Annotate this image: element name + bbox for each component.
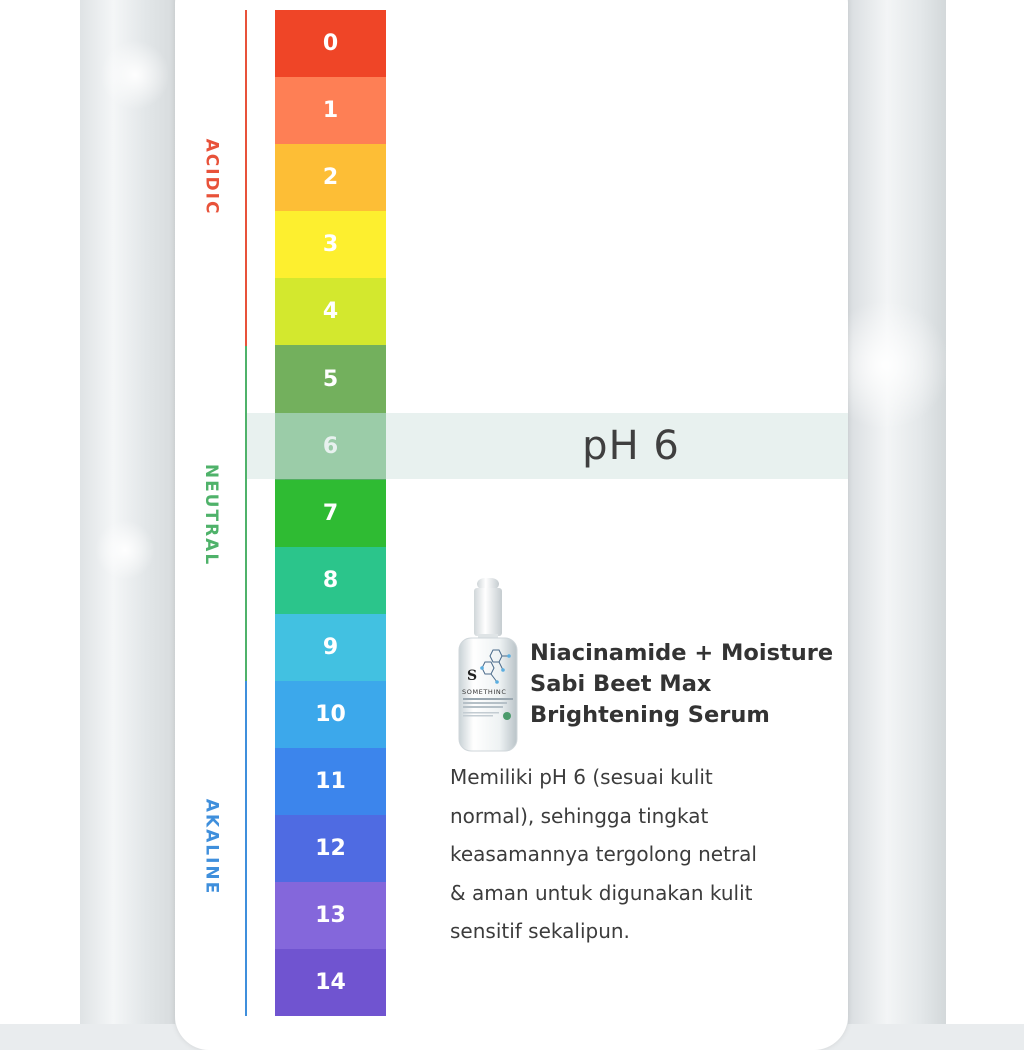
background-left-edge: [0, 0, 80, 1024]
product-title-line: Brightening Serum: [530, 702, 770, 728]
ph-level-13: 13: [275, 882, 386, 949]
ph-highlight-band: [247, 413, 848, 479]
description-line: Memiliki pH 6 (sesuai kulit: [450, 765, 713, 789]
ph-value-label: pH 6: [582, 423, 680, 469]
background-right-edge: [946, 0, 1024, 1024]
ph-level-0: 0: [275, 10, 386, 77]
product-title-line: Niacinamide + Moisture: [530, 640, 834, 666]
product-title-line: Sabi Beet Max: [530, 671, 712, 697]
ph-level-1: 1: [275, 77, 386, 144]
description-line: normal), sehingga tingkat: [450, 803, 709, 828]
ph-level-8: 8: [275, 547, 386, 614]
ph-level-5: 5: [275, 345, 386, 412]
ph-level-10: 10: [275, 681, 386, 748]
ph-level-12: 12: [275, 815, 386, 882]
ph-scale: [275, 10, 386, 1016]
description-line: keasamannya tergolong netral: [450, 842, 757, 866]
serum-bottle-image: [457, 578, 519, 753]
ph-level-3: 3: [275, 211, 386, 278]
product-description: [450, 758, 840, 951]
acidic-range-line: [245, 10, 247, 346]
ph-info-card: ACIDIC NEUTRAL AKALINE 0 1 2 3 4 5 7 8 9 10 11 12 13 14 pH 6 S SOMETHINC Niacinamide + Moisture Sabi Beet Max Brightening Serum Memiliki pH 6 (sesuai kulit normal), sehingga tingkat keasamannya tergolong netral & aman untuk digunakan kulit sensitif sekalipun.: [175, 0, 848, 1050]
product-title: [530, 638, 840, 731]
ph-level-9: 9: [275, 614, 386, 681]
alkaline-range-line: [245, 681, 247, 1016]
bokeh-light: [95, 520, 155, 580]
ph-level-2: 2: [275, 144, 386, 211]
bottle-brand-text: SOMETHINC: [462, 688, 507, 696]
description-line: & aman untuk digunakan kulit: [450, 880, 753, 905]
description-line: sensitif sekalipun.: [450, 919, 630, 943]
svg-text:S: S: [467, 668, 478, 684]
ph-level-4: 4: [275, 278, 386, 345]
ph-level-14: 14: [275, 949, 386, 1016]
background-left-strip: [80, 0, 175, 1024]
ph-level-11: 11: [275, 748, 386, 815]
bokeh-light: [100, 40, 170, 110]
ph-level-7: 7: [275, 480, 386, 547]
neutral-range-line: [245, 346, 247, 681]
background-right-strip: [848, 0, 946, 1024]
